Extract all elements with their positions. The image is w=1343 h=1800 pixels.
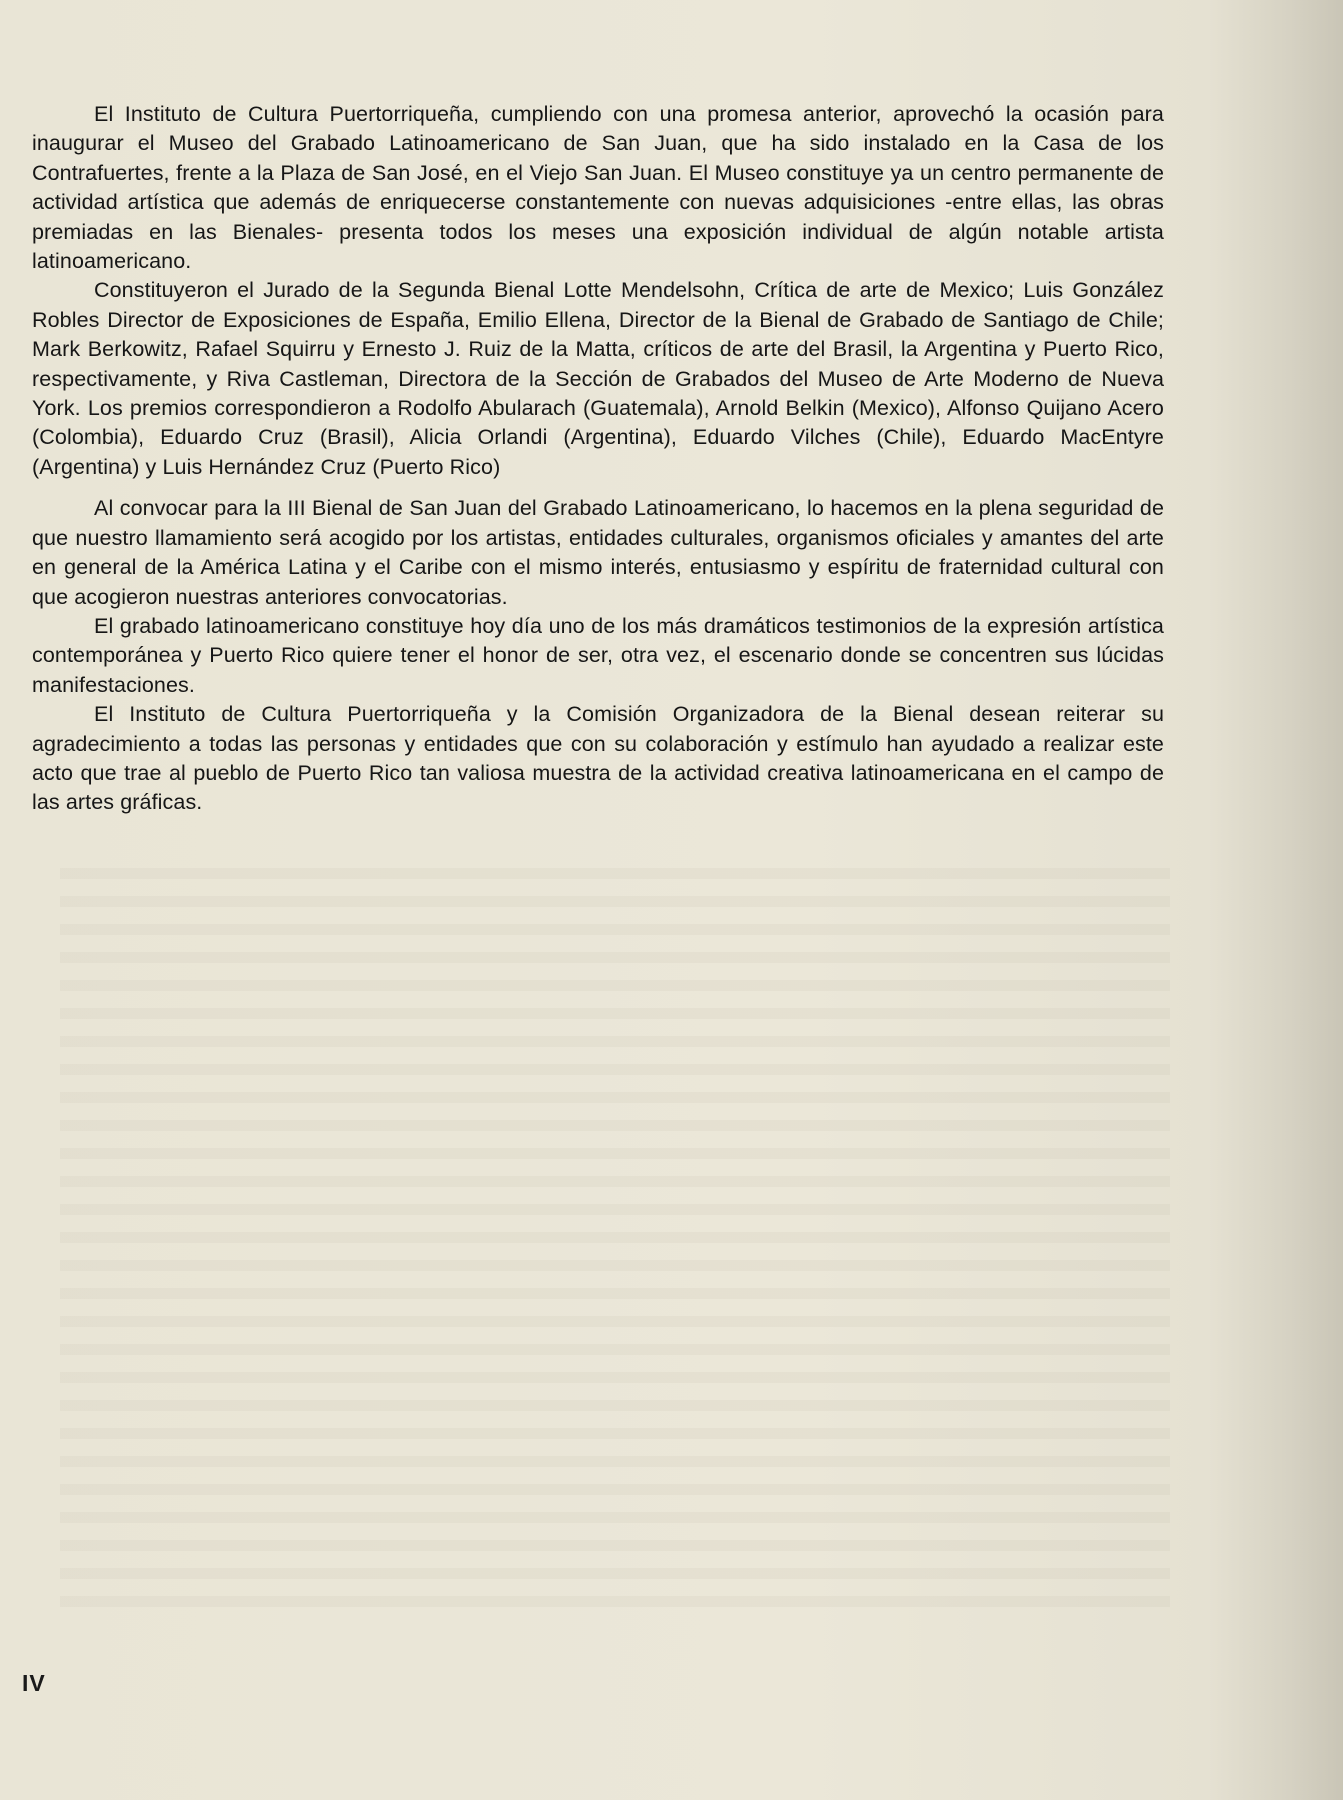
- paragraph-agradecimiento: El Instituto de Cultura Puertorriqueña y la Comisión Organizadora de la Bienal desean reiterar su agradecimiento a todas las personas y entidades que con su colaboración y estímulo han ayudado a realizar este acto que trae al pueblo de Puerto Rico tan valiosa muestra de la actividad creativa latinoamericana en el campo de las artes gráficas.: [32, 702, 1164, 815]
- reverse-side-show-through: [60, 860, 1170, 1620]
- paragraph-jurado: Constituyeron el Jurado de la Segunda Bienal Lotte Mendelsohn, Crítica de arte de Mexico; Luis González Robles Director de Exposiciones de España, Emilio Ellena, Director de la Bienal de Grabado de Santiago de Chile; Mark Berkowitz, Rafael Squirru y Ernesto J. Ruiz de la Matta, críticos de arte del Brasil, la Argentina y Puerto Rico, respectivamente, y Riva Castleman, Directora de la Sección de Grabados del Museo de Arte Moderno de Nueva York. Los premios correspondieron a Rodolfo Abularach (Guatemala), Arnold Belkin (Mexico), Alfonso Quijano Acero (Colombia), Eduardo Cruz (Brasil), Alicia Orlandi (Argentina), Eduardo Vilches (Chile), Eduardo MacEntyre (Argentina) y Luis Hernández Cruz (Puerto Rico): [32, 278, 1164, 479]
- page-number: IV: [22, 1670, 46, 1696]
- body-text: [32, 100, 1164, 818]
- paragraph-convocatoria: Al convocar para la III Bienal de San Juan del Grabado Latinoamericano, lo hacemos en la plena seguridad de que nuestro llamamiento será acogido por los artistas, entidades culturales, organismos oficiales y amantes del arte en general de la América Latina y el Caribe con el mismo interés, entusiasmo y espíritu de fraternidad cultural con que acogieron nuestras anteriores convocatorias.: [32, 496, 1164, 609]
- paragraph-museo: El Instituto de Cultura Puertorriqueña, cumpliendo con una promesa anterior, aprovechó la ocasión para inaugurar el Museo del Grabado Latinoamericano de San Juan, que ha sido instalado en la Casa de los Contrafuertes, frente a la Plaza de San José, en el Viejo San Juan. El Museo constituye ya un centro permanente de actividad artística que además de enriquecerse constantemente con nuevas adquisiciones -entre ellas, las obras premiadas en las Bienales- presenta todos los meses una exposición individual de algún notable artista latinoamericano.: [32, 102, 1164, 274]
- paragraph-grabado: El grabado latinoamericano constituye hoy día uno de los más dramáticos testimonios de la expresión artística contemporánea y Puerto Rico quiere tener el honor de ser, otra vez, el escenario donde se concentren sus lúcidas manifestaciones.: [32, 613, 1164, 697]
